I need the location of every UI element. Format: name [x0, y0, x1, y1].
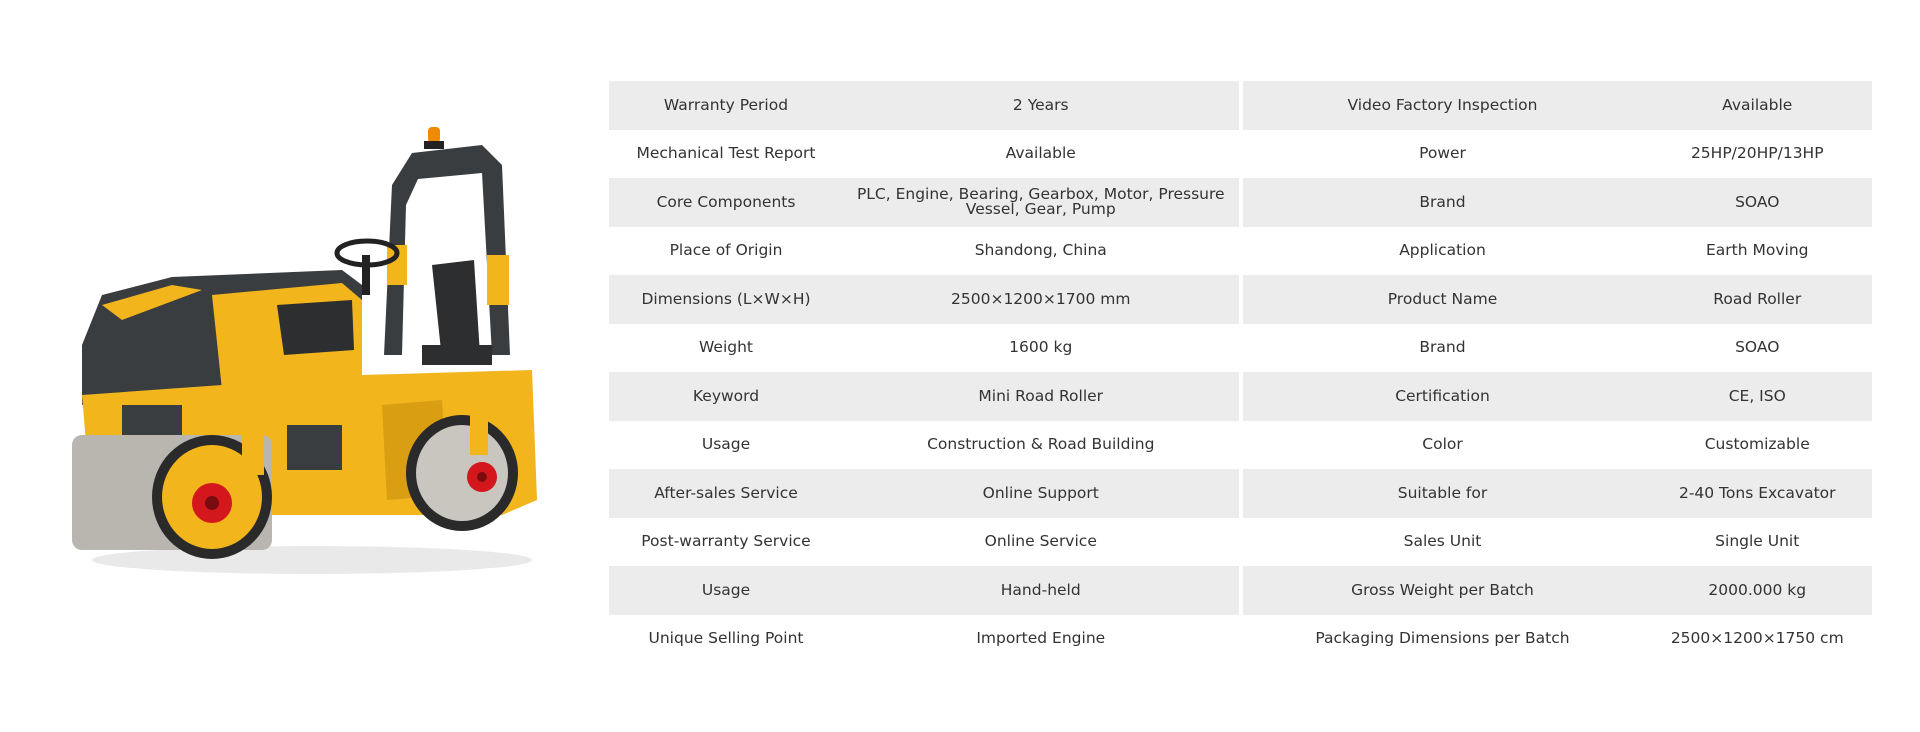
spec-label: Brand	[1243, 178, 1643, 227]
spec-label: Core Components	[609, 178, 843, 227]
spec-value: 2-40 Tons Excavator	[1643, 469, 1873, 518]
spec-value: Online Service	[843, 518, 1239, 567]
spec-value: Available	[843, 130, 1239, 179]
spec-value: SOAO	[1643, 178, 1873, 227]
spec-value: Hand-held	[843, 566, 1239, 615]
row-right-half	[1241, 469, 1873, 518]
spec-value: 2 Years	[843, 81, 1239, 130]
spec-label: Suitable for	[1243, 469, 1643, 518]
spec-label: Application	[1243, 227, 1643, 276]
table-row	[609, 421, 1872, 470]
table-row	[609, 81, 1872, 130]
spec-value: 1600 kg	[843, 324, 1239, 373]
row-left-half	[609, 324, 1241, 373]
spec-label: Product Name	[1243, 275, 1643, 324]
row-left-half	[609, 615, 1241, 664]
table-row	[609, 518, 1872, 567]
row-left-half	[609, 469, 1241, 518]
row-right-half	[1241, 421, 1873, 470]
spec-label: Warranty Period	[609, 81, 843, 130]
spec-value: Available	[1643, 81, 1873, 130]
row-right-half	[1241, 130, 1873, 179]
spec-value: Earth Moving	[1643, 227, 1873, 276]
spec-label: Gross Weight per Batch	[1243, 566, 1643, 615]
row-left-half	[609, 275, 1241, 324]
row-left-half	[609, 178, 1241, 227]
row-right-half	[1241, 81, 1873, 130]
spec-label: Usage	[609, 421, 843, 470]
spec-label: Place of Origin	[609, 227, 843, 276]
spec-label: Dimensions (L×W×H)	[609, 275, 843, 324]
spec-value: Single Unit	[1643, 518, 1873, 567]
row-left-half	[609, 81, 1241, 130]
spec-label: Video Factory Inspection	[1243, 81, 1643, 130]
row-right-half	[1241, 372, 1873, 421]
table-row	[609, 469, 1872, 518]
spec-label: Color	[1243, 421, 1643, 470]
row-left-half	[609, 130, 1241, 179]
row-left-half	[609, 566, 1241, 615]
table-row	[609, 178, 1872, 227]
table-row	[609, 130, 1872, 179]
spec-label: Certification	[1243, 372, 1643, 421]
spec-label: After-sales Service	[609, 469, 843, 518]
spec-label: Power	[1243, 130, 1643, 179]
spec-value: 2500×1200×1750 cm	[1643, 615, 1873, 664]
spec-label: Mechanical Test Report	[609, 130, 843, 179]
row-left-half	[609, 372, 1241, 421]
row-right-half	[1241, 518, 1873, 567]
row-left-half	[609, 421, 1241, 470]
table-row	[609, 372, 1872, 421]
spec-label: Usage	[609, 566, 843, 615]
spec-value: Construction & Road Building	[843, 421, 1239, 470]
spec-label: Keyword	[609, 372, 843, 421]
spec-value: 2000.000 kg	[1643, 566, 1873, 615]
spec-value: Imported Engine	[843, 615, 1239, 664]
row-right-half	[1241, 566, 1873, 615]
spec-label: Sales Unit	[1243, 518, 1643, 567]
row-right-half	[1241, 227, 1873, 276]
row-right-half	[1241, 178, 1873, 227]
spec-value: Shandong, China	[843, 227, 1239, 276]
road-roller-illustration	[62, 105, 562, 585]
spec-value: 25HP/20HP/13HP	[1643, 130, 1873, 179]
spec-value: Road Roller	[1643, 275, 1873, 324]
row-right-half	[1241, 324, 1873, 373]
spec-value: Customizable	[1643, 421, 1873, 470]
spec-value: SOAO	[1643, 324, 1873, 373]
table-row	[609, 275, 1872, 324]
row-right-half	[1241, 275, 1873, 324]
spec-label: Weight	[609, 324, 843, 373]
row-left-half	[609, 227, 1241, 276]
product-image-road-roller	[62, 105, 562, 585]
row-right-half	[1241, 615, 1873, 664]
spec-label: Packaging Dimensions per Batch	[1243, 615, 1643, 664]
specifications-table	[609, 81, 1872, 663]
spec-value: Online Support	[843, 469, 1239, 518]
spec-value: CE, ISO	[1643, 372, 1873, 421]
spec-label: Post-warranty Service	[609, 518, 843, 567]
table-row	[609, 615, 1872, 664]
table-row	[609, 227, 1872, 276]
row-left-half	[609, 518, 1241, 567]
spec-value: Mini Road Roller	[843, 372, 1239, 421]
table-row	[609, 324, 1872, 373]
table-row	[609, 566, 1872, 615]
spec-label: Unique Selling Point	[609, 615, 843, 664]
spec-label: Brand	[1243, 324, 1643, 373]
spec-value: PLC, Engine, Bearing, Gearbox, Motor, Pressure Vessel, Gear, Pump	[843, 178, 1239, 227]
spec-value: 2500×1200×1700 mm	[843, 275, 1239, 324]
